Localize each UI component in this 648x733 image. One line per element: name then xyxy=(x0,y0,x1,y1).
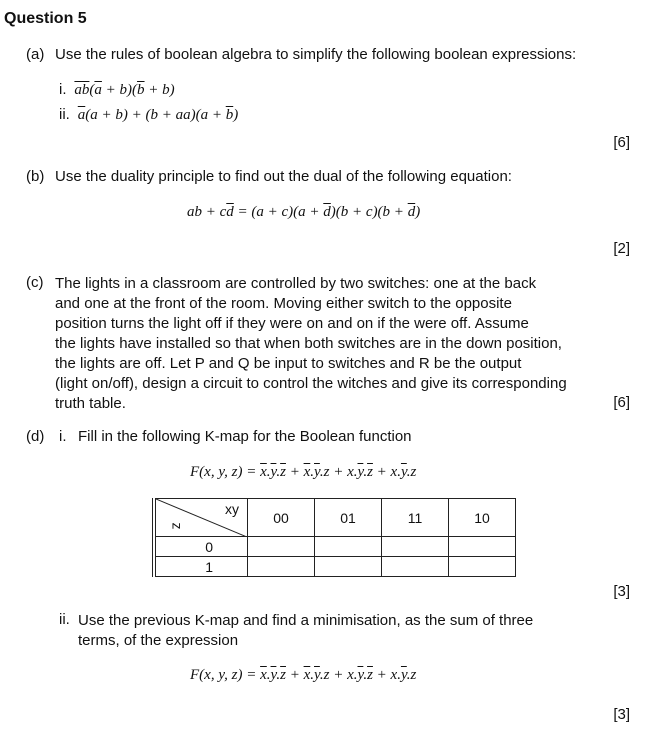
item-label: i. xyxy=(59,81,67,98)
kmap-z-label: z xyxy=(169,522,186,530)
part-a-text: Use the rules of boolean algebra to simplify the following boolean expressions: xyxy=(55,46,577,63)
kmap-cell[interactable] xyxy=(449,537,516,557)
part-a-label: (a) xyxy=(26,46,45,63)
part-c-line: The lights in a classroom are controlled by two switches: one at the back xyxy=(55,275,537,292)
part-d-label: (d) xyxy=(26,428,45,445)
part-c-line: the lights are off. Let P and Q be input to switches and R be the output xyxy=(55,355,522,372)
part-d-item-ii-line: Use the previous K-map and find a minimisation, as the sum of three xyxy=(78,612,534,629)
part-b-equation: ab + $c\overline{d} = (a + c)(a + \overline{d})(b + c)(b + \overline{d})$ xyxy=(187,204,421,220)
question-title: Question 5 xyxy=(4,10,87,27)
expression: $\overline{ab}(\overline{a} + b)(\overline{b} + b)$ xyxy=(74,82,175,98)
part-c-marks: [6] xyxy=(613,394,630,411)
kmap-cell[interactable] xyxy=(315,557,382,577)
part-a-marks: [6] xyxy=(613,134,630,151)
part-c-line: the lights have installed so that when both switches are in the down position, xyxy=(55,335,562,352)
kmap-cell[interactable] xyxy=(382,557,449,577)
part-c-line: (light on/off), design a circuit to control the witches and give its corresponding xyxy=(55,375,567,392)
part-a-item-ii xyxy=(59,106,238,124)
part-d-i-marks: [3] xyxy=(613,583,630,600)
part-d-item-ii-label: ii. xyxy=(59,611,70,628)
part-d-item-ii-text xyxy=(78,611,533,651)
part-d-item-i-text: Fill in the following K-map for the Boolean function xyxy=(78,428,412,445)
part-c-line: truth table. xyxy=(55,395,126,412)
kmap-row-header: 1 xyxy=(154,557,248,577)
kmap-cell[interactable] xyxy=(315,537,382,557)
item-label: ii. xyxy=(59,106,70,123)
part-c-line: and one at the front of the room. Moving either switch to the opposite xyxy=(55,295,512,312)
kmap-col-header: 01 xyxy=(315,499,382,537)
part-b-marks: [2] xyxy=(613,240,630,257)
kmap-row-header: 0 xyxy=(154,537,248,557)
part-c-line: position turns the light off if they were on and on if the were off. Assume xyxy=(55,315,529,332)
part-a-item-i xyxy=(59,81,175,99)
kmap-cell[interactable] xyxy=(449,557,516,577)
kmap-col-header: 00 xyxy=(248,499,315,537)
part-d-item-i-label: i. xyxy=(59,428,67,445)
kmap-col-header: 11 xyxy=(382,499,449,537)
part-b-label: (b) xyxy=(26,168,45,185)
kmap-xy-label: xy xyxy=(225,501,239,517)
minimisation-function: F(x, y, $z) = \overline{x}.\overline{y}.\overline{z} + \overline{x}.\overline{y}.z + x.\overline{y}.\overline{z} + x.\overline{y}.z$ xyxy=(190,667,417,683)
kmap-table xyxy=(152,498,516,577)
part-d-ii-marks: [3] xyxy=(613,706,630,723)
kmap-corner xyxy=(154,499,248,537)
kmap-function: F(x, y, $z) = \overline{x}.\overline{y}.\overline{z} + \overline{x}.\overline{y}.z + x.\overline{y}.\overline{z} + x.\overline{y}.z$ xyxy=(190,464,417,480)
part-d-item-ii-line: terms, of the expression xyxy=(78,632,239,649)
kmap-cell[interactable] xyxy=(248,557,315,577)
part-b-text: Use the duality principle to find out the dual of the following equation: xyxy=(55,168,512,185)
part-c-text xyxy=(55,274,567,414)
kmap-col-header: 10 xyxy=(449,499,516,537)
expression: $\overline{a}(a + b) + (b + aa)(a + \overline{b})$ xyxy=(77,107,239,123)
part-c-label: (c) xyxy=(26,274,44,291)
kmap-cell[interactable] xyxy=(248,537,315,557)
kmap-cell[interactable] xyxy=(382,537,449,557)
